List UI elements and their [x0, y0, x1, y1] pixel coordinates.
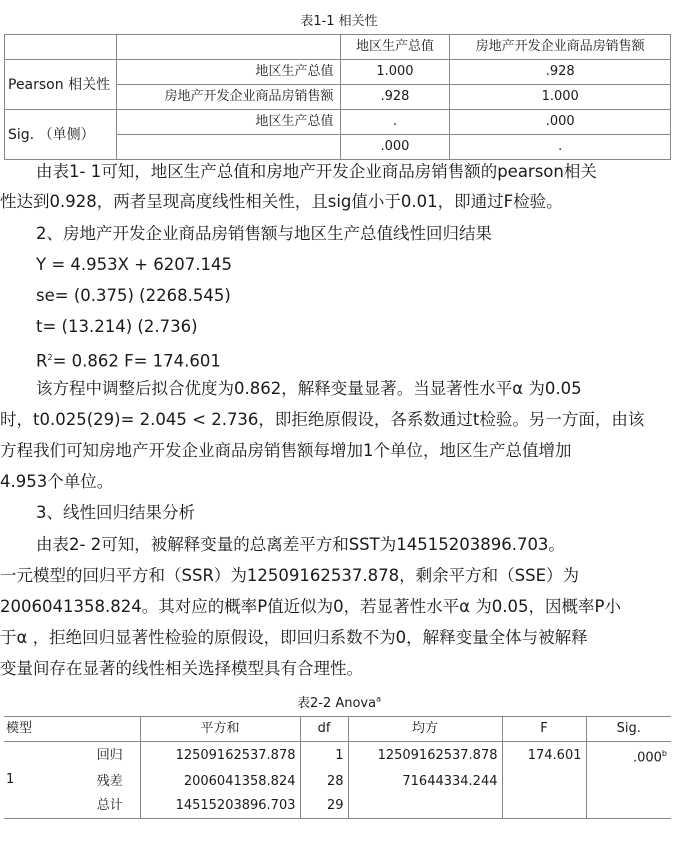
equation-line [0, 343, 221, 377]
equation-line: Y = 4.953X + 6207.145 [36, 255, 232, 274]
row-label: 地区生产总值 [116, 60, 340, 85]
table2-caption-text: 表2-2 Anova [296, 696, 377, 711]
table-cell: 174.601 [502, 742, 586, 771]
table-row [4, 770, 671, 794]
paragraph-line: 由表1- 1可知，地区生产总值和房地产开发企业商品房销售额的pearson相关 [36, 162, 597, 181]
column-header: 房地产开发企业商品房销售额 [450, 35, 671, 60]
table-cell: 12509162537.878 [348, 742, 502, 771]
correlation-table [4, 34, 671, 160]
column-header: F [502, 717, 586, 742]
table2-caption [0, 692, 678, 711]
column-header: 模型 [4, 717, 140, 742]
table-cell [586, 770, 671, 794]
table-cell: 29 [300, 794, 348, 819]
anova-table [4, 716, 671, 819]
table-header-row [4, 717, 671, 742]
paragraph-line: 一元模型的回归平方和（SSR）为12509162537.878，剩余平方和（SSE）为 [0, 566, 579, 585]
table-header-row [5, 35, 671, 60]
table2-caption-superscript: a [376, 694, 382, 704]
column-header: 地区生产总值 [340, 35, 450, 60]
header-empty [116, 35, 340, 60]
paragraph-line: 由表2- 2可知，被解释变量的总离差平方和SST为14515203896.703。 [36, 535, 565, 554]
table-cell: 2006041358.824 [140, 770, 300, 794]
section-heading: 2、房地产开发企业商品房销售额与地区生产总值线性回归结果 [36, 224, 492, 243]
table-cell: . [450, 135, 671, 160]
row-label: 房地产开发企业商品房销售额 [116, 85, 340, 110]
table-cell: 12509162537.878 [140, 742, 300, 771]
paragraph-line: 2006041358.824。其对应的概率P值近似为0，若显著性水平α 为0.05，因概率P小 [0, 597, 621, 616]
equation-r: R [36, 351, 48, 371]
table-row [4, 794, 671, 819]
row-label: 总计 [80, 794, 140, 819]
table-cell: .928 [340, 85, 450, 110]
equation-superscript: 2 [47, 353, 53, 362]
column-header: Sig. [586, 717, 671, 742]
row-group-label: Sig. （单侧） [5, 110, 117, 160]
table-cell: 1.000 [340, 60, 450, 85]
table-cell: .000 [450, 110, 671, 135]
column-header: 平方和 [140, 717, 300, 742]
table-cell: .928 [450, 60, 671, 85]
row-label: 回归 [96, 748, 123, 764]
table-cell: 71644334.244 [348, 770, 502, 794]
equation-line: se= (0.375) (2268.545) [36, 286, 231, 305]
table-row [5, 60, 671, 85]
table-cell: .000 [340, 135, 450, 160]
row-label [116, 135, 340, 160]
table-cell: 14515203896.703 [140, 794, 300, 819]
table-row [4, 742, 671, 771]
column-header: df [300, 717, 348, 742]
table-cell: . [340, 110, 450, 135]
paragraph-line: 该方程中调整后拟合优度为0.862，解释变量显著。当显著性水平α 为0.05 [36, 379, 582, 398]
paragraph-line: 时，t0.025(29)= 2.045 < 2.736，即拒绝原假设，各系数通过t检验。另一方面，由该 [0, 410, 645, 429]
section-heading: 3、线性回归结果分析 [36, 503, 195, 522]
column-header: 均方 [348, 717, 502, 742]
model-number: 1 [4, 742, 80, 819]
row-label: 残差 [96, 774, 123, 790]
table-cell [348, 794, 502, 819]
table-cell: 1.000 [450, 85, 671, 110]
table-cell [502, 770, 586, 794]
table-cell [586, 742, 671, 771]
paragraph-line: 方程我们可知房地产开发企业商品房销售额每增加1个单位，地区生产总值增加 [0, 441, 572, 460]
table-cell: 28 [300, 770, 348, 794]
table-cell: 1 [300, 742, 348, 771]
paragraph-line: 变量间存在显著的线性相关选择模型具有合理性。 [0, 659, 363, 678]
table-cell [502, 794, 586, 819]
sig-superscript: b [661, 749, 667, 758]
table-cell [586, 794, 671, 819]
paragraph-line: 于α ，拒绝回归显著性检验的原假设，即回归系数不为0，解释变量全体与被解释 [0, 628, 588, 647]
table1-caption: 表1-1 相关性 [300, 14, 378, 29]
equation-rest: = 0.862 F= 174.601 [52, 351, 221, 371]
table-row [5, 110, 671, 135]
sig-value: .000 [632, 750, 662, 766]
paragraph-line: 4.953个单位。 [0, 472, 114, 491]
row-group-label: Pearson 相关性 [5, 60, 117, 110]
paragraph-line: 性达到0.928，两者呈现高度线性相关性，且sig值小于0.01，即通过F检验。 [0, 192, 563, 211]
header-empty [5, 35, 117, 60]
row-label: 地区生产总值 [116, 110, 340, 135]
equation-line: t= (13.214) (2.736) [36, 317, 198, 336]
